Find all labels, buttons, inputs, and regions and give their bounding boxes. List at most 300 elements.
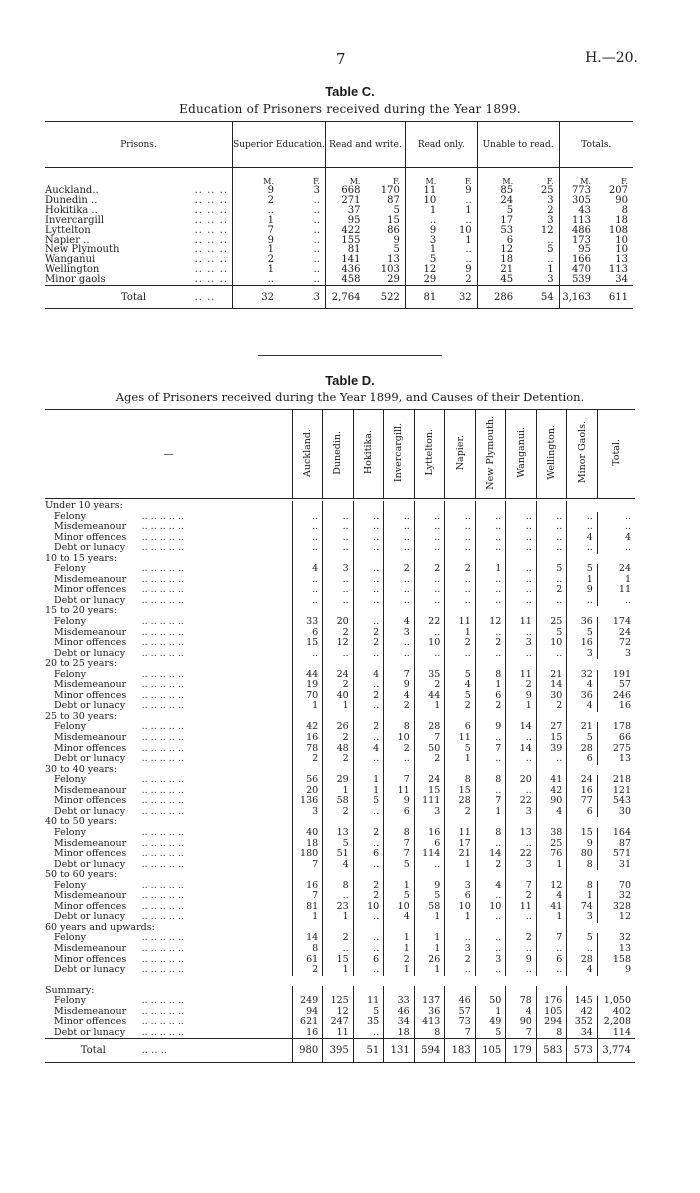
- table-cell: 3: [475, 955, 506, 966]
- leader-dots: .. .. .. .. ..: [141, 795, 184, 807]
- table-cell: 395: [323, 1039, 354, 1063]
- leader-dots: .. .. .. .. ..: [141, 900, 184, 912]
- page-number: 7: [336, 50, 346, 68]
- leader-dots: .. .. .. .. ..: [141, 584, 184, 596]
- table-cell: 76: [536, 849, 567, 860]
- group-heading: 10 to 15 years:: [45, 552, 118, 564]
- table-cell: 6: [384, 807, 415, 818]
- table-cell: ..: [567, 512, 598, 523]
- table-cell: 90: [536, 796, 567, 807]
- table-cell: 54: [518, 286, 559, 309]
- table-cell: 81: [405, 286, 441, 309]
- table-cell: [353, 817, 384, 828]
- table-cell: 9: [233, 186, 279, 196]
- column-header: [292, 410, 323, 499]
- table-cell: ..: [475, 575, 506, 586]
- table-cell: 207: [608, 185, 628, 196]
- table-cell: 87: [387, 194, 400, 206]
- table-cell: ..: [475, 596, 506, 607]
- table-cell: 11: [405, 186, 441, 196]
- table-cell: 11: [384, 786, 415, 797]
- offence-label: Debt or lunacy: [54, 911, 126, 923]
- table-cell: 2: [445, 807, 476, 818]
- f-label: F.: [621, 177, 628, 186]
- table-cell: 2: [353, 828, 384, 839]
- table-cell: ..: [506, 512, 537, 523]
- leader-dots: .. .. .. .. ..: [141, 1016, 184, 1028]
- leader-dots: .. .. ..: [194, 274, 229, 286]
- table-cell: 21: [567, 722, 598, 733]
- f-label: F.: [546, 177, 554, 186]
- table-cell: 7: [292, 860, 323, 871]
- table-cell: ..: [445, 575, 476, 586]
- table-cell: 113: [608, 264, 628, 276]
- table-cell: 246: [597, 691, 635, 702]
- col-read-write: Read and write.: [325, 122, 405, 168]
- table-cell: [475, 554, 506, 565]
- table-cell: 5: [414, 891, 445, 902]
- table-cell: 286: [477, 286, 518, 309]
- table-cell: ..: [353, 701, 384, 712]
- table-cell: [353, 923, 384, 934]
- table-cell: 10: [445, 902, 476, 913]
- table-cell: ..: [536, 754, 567, 765]
- leader-dots: .. .. .. .. ..: [141, 563, 184, 575]
- table-cell: [597, 501, 635, 512]
- table-cell: 42: [292, 722, 323, 733]
- table-cell: ..: [323, 944, 354, 955]
- table-cell: 14: [536, 680, 567, 691]
- f-label: F.: [464, 177, 472, 186]
- table-cell: 179: [506, 1039, 537, 1063]
- table-cell: 8: [323, 881, 354, 892]
- table-cell: ..: [323, 543, 354, 554]
- table-cell: 27: [536, 722, 567, 733]
- table-cell: 1: [405, 206, 441, 216]
- prison-name: New Plymouth: [45, 244, 120, 256]
- table-cell: 2: [353, 691, 384, 702]
- table-cell: 1: [475, 564, 506, 575]
- table-cell: 2: [445, 564, 476, 575]
- column-header-label: Wanganui.: [515, 427, 527, 478]
- table-cell: 7: [506, 1028, 537, 1039]
- offence-label: Debt or lunacy: [54, 647, 126, 659]
- table-cell: [567, 501, 598, 512]
- table-cell: 35: [414, 670, 445, 681]
- table-cell: 436: [325, 265, 365, 275]
- leader-dots: .. ..: [195, 286, 233, 309]
- table-cell: ..: [475, 649, 506, 660]
- table-cell: 413: [414, 1017, 445, 1028]
- table-cell: 78: [292, 744, 323, 755]
- table-cell: ..: [475, 522, 506, 533]
- table-cell: ..: [353, 912, 384, 923]
- table-cell: 113: [559, 216, 596, 226]
- total-label: Total: [45, 1039, 142, 1063]
- table-cell: 24: [567, 775, 598, 786]
- table-cell: 4: [384, 617, 415, 628]
- table-cell: 5: [393, 204, 400, 216]
- table-cell: 108: [608, 224, 628, 236]
- group-heading: 40 to 50 years:: [45, 816, 118, 828]
- table-cell: ..: [414, 585, 445, 596]
- table-cell: 36: [567, 617, 598, 628]
- table-cell: 25: [536, 839, 567, 850]
- table-cell: 28: [414, 722, 445, 733]
- table-cell: [506, 501, 537, 512]
- table-cell: 121: [597, 786, 635, 797]
- table-cell: ..: [414, 543, 445, 554]
- table-cell: 1: [475, 680, 506, 691]
- table-cell: 30: [536, 691, 567, 702]
- table-cell: 1: [292, 912, 323, 923]
- table-cell: 14: [475, 849, 506, 860]
- table-cell: 8: [292, 944, 323, 955]
- leader-dots: .. .. .. .. ..: [141, 805, 184, 817]
- table-cell: 12: [323, 1007, 354, 1018]
- table-cell: 13: [506, 828, 537, 839]
- section-divider: [258, 355, 442, 356]
- table-row: [45, 206, 633, 216]
- table-cell: 125: [323, 996, 354, 1007]
- table-cell: 26: [323, 722, 354, 733]
- table-cell: 26: [414, 955, 445, 966]
- offence-label: Felony: [54, 774, 86, 786]
- table-cell: 13: [387, 254, 400, 266]
- table-cell: 1: [597, 575, 635, 586]
- table-cell: 16: [567, 786, 598, 797]
- table-cell: 20: [323, 617, 354, 628]
- table-cell: 7: [414, 733, 445, 744]
- table-cell: 10: [536, 638, 567, 649]
- table-cell: 24: [597, 628, 635, 639]
- table-cell: ..: [323, 522, 354, 533]
- table-cell: 12: [597, 912, 635, 923]
- table-cell: 6: [292, 628, 323, 639]
- table-cell: 13: [597, 754, 635, 765]
- table-cell: 2: [323, 754, 354, 765]
- table-cell: 28: [445, 796, 476, 807]
- table-cell: 94: [292, 1007, 323, 1018]
- prison-name: Wanganui: [45, 254, 96, 266]
- table-cell: 74: [567, 902, 598, 913]
- table-cell: 11: [597, 585, 635, 596]
- table-cell: 158: [597, 955, 635, 966]
- m-label: M.: [405, 168, 441, 187]
- col-unable-to-read: Unable to read.: [477, 122, 559, 168]
- prison-name: Napier ..: [45, 234, 90, 246]
- table-cell: 86: [387, 224, 400, 236]
- table-cell: 1: [384, 965, 415, 976]
- table-cell: 66: [597, 733, 635, 744]
- table-cell: 32: [597, 933, 635, 944]
- table-row: [45, 775, 635, 786]
- table-cell: ..: [384, 533, 415, 544]
- table-cell: 11: [506, 670, 537, 681]
- table-cell: ..: [506, 786, 537, 797]
- table-c-subtitle: Education of Prisoners received during the Year 1899.: [179, 102, 521, 116]
- table-cell: 16: [292, 1028, 323, 1039]
- table-cell: ..: [313, 244, 320, 256]
- table-cell: ..: [445, 933, 476, 944]
- table-cell: 7: [384, 849, 415, 860]
- table-cell: ..: [506, 596, 537, 607]
- table-cell: 22: [414, 617, 445, 628]
- table-row: [45, 754, 635, 765]
- table-cell: 3: [279, 286, 325, 309]
- table-cell: 594: [414, 1039, 445, 1063]
- table-cell: 50: [414, 744, 445, 755]
- table-cell: 4: [597, 533, 635, 544]
- table-cell: 2: [536, 701, 567, 712]
- table-cell: ..: [506, 564, 537, 575]
- table-cell: 1: [323, 965, 354, 976]
- table-cell: 3: [445, 881, 476, 892]
- table-cell: 36: [414, 1007, 445, 1018]
- table-cell: 9: [405, 226, 441, 236]
- table-cell: ..: [547, 234, 554, 246]
- table-cell: 9: [506, 955, 537, 966]
- leader-dots: .. .. .. .. ..: [141, 689, 184, 701]
- table-cell: 18: [477, 255, 518, 265]
- table-cell: 15: [536, 733, 567, 744]
- leader-dots: .. .. ..: [194, 244, 229, 256]
- table-row: [45, 255, 633, 265]
- table-cell: ..: [414, 649, 445, 660]
- offence-label: Minor offences: [54, 1016, 127, 1028]
- leader-dots: .. .. ..: [194, 224, 229, 236]
- table-cell: 12: [536, 881, 567, 892]
- table-cell: 78: [506, 996, 537, 1007]
- table-cell: 16: [292, 881, 323, 892]
- table-cell: 5: [477, 206, 518, 216]
- table-cell: 11: [353, 996, 384, 1007]
- group-heading: 20 to 25 years:: [45, 658, 118, 670]
- table-cell: [414, 501, 445, 512]
- table-cell: 19: [292, 680, 323, 691]
- table-cell: ..: [536, 522, 567, 533]
- table-cell: 773: [559, 186, 596, 196]
- table-cell: 9: [384, 680, 415, 691]
- table-cell: 15: [292, 638, 323, 649]
- table-cell: ..: [536, 965, 567, 976]
- table-cell: 9: [393, 234, 400, 246]
- table-cell: ..: [292, 585, 323, 596]
- table-cell: [353, 712, 384, 723]
- table-cell: [384, 501, 415, 512]
- table-cell: 40: [292, 828, 323, 839]
- table-cell: 8: [445, 775, 476, 786]
- table-cell: 18: [384, 1028, 415, 1039]
- table-cell: ..: [323, 533, 354, 544]
- offence-label: Debt or lunacy: [54, 805, 126, 817]
- table-cell: 170: [380, 185, 400, 196]
- table-cell: 24: [323, 670, 354, 681]
- leader-dots: .. .. .. .. ..: [141, 784, 184, 796]
- table-cell: 3: [445, 944, 476, 955]
- table-cell: ..: [353, 944, 384, 955]
- table-cell: ..: [414, 512, 445, 523]
- table-cell: 3: [547, 214, 554, 226]
- table-cell: 2: [475, 638, 506, 649]
- table-row: [45, 585, 635, 596]
- col-superior-education: Superior Education.: [233, 122, 326, 168]
- table-row: [45, 965, 635, 976]
- table-row: [45, 649, 635, 660]
- table-cell: 8: [384, 828, 415, 839]
- table-cell: 32: [233, 286, 279, 309]
- column-header: [414, 410, 445, 499]
- table-cell: 105: [536, 1007, 567, 1018]
- table-cell: ..: [506, 543, 537, 554]
- table-cell: ..: [567, 522, 598, 533]
- table-cell: ..: [384, 649, 415, 660]
- table-cell: ..: [292, 575, 323, 586]
- offence-label: Minor offences: [54, 637, 127, 649]
- table-cell: 249: [292, 996, 323, 1007]
- table-cell: 2: [475, 860, 506, 871]
- table-cell: 9: [414, 881, 445, 892]
- table-cell: ..: [384, 596, 415, 607]
- table-cell: 37: [325, 206, 365, 216]
- table-cell: [475, 765, 506, 776]
- table-cell: ..: [506, 585, 537, 596]
- table-cell: 16: [414, 828, 445, 839]
- table-cell: [353, 554, 384, 565]
- table-cell: 2: [323, 628, 354, 639]
- table-cell: 46: [384, 1007, 415, 1018]
- table-cell: 81: [325, 245, 365, 255]
- table-row: [45, 543, 635, 554]
- table-cell: 3: [547, 274, 554, 286]
- table-cell: 141: [325, 255, 365, 265]
- offence-label: Debt or lunacy: [54, 753, 126, 765]
- table-cell: 15: [323, 955, 354, 966]
- table-cell: 3: [313, 185, 320, 196]
- table-cell: 24: [597, 564, 635, 575]
- offence-label: Debt or lunacy: [54, 700, 126, 712]
- table-cell: 5: [445, 670, 476, 681]
- table-cell: 11: [445, 733, 476, 744]
- table-cell: 5: [353, 796, 384, 807]
- table-cell: ..: [567, 543, 598, 554]
- table-cell: 10: [615, 244, 628, 256]
- table-cell: 191: [597, 670, 635, 681]
- table-row: [45, 701, 635, 712]
- offence-label: Felony: [54, 616, 86, 628]
- table-cell: ..: [384, 754, 415, 765]
- group-heading: 15 to 20 years:: [45, 605, 118, 617]
- table-cell: 9: [475, 722, 506, 733]
- table-cell: ..: [313, 224, 320, 236]
- table-cell: [414, 554, 445, 565]
- leader-dots: .. .. .. .. ..: [141, 542, 184, 554]
- offence-label: Debt or lunacy: [54, 542, 126, 554]
- table-row: [45, 849, 635, 860]
- table-cell: ..: [475, 628, 506, 639]
- table-cell: ..: [313, 204, 320, 216]
- prison-name: Wellington: [45, 264, 100, 276]
- table-cell: [475, 870, 506, 881]
- table-cell: 20: [506, 775, 537, 786]
- table-cell: 4: [536, 891, 567, 902]
- column-header: [384, 410, 415, 499]
- table-row: [45, 807, 635, 818]
- column-header: [597, 410, 635, 499]
- table-cell: 4: [536, 807, 567, 818]
- offence-label: Misdemeanour: [54, 732, 127, 744]
- table-cell: 14: [292, 933, 323, 944]
- table-cell: 51: [353, 1039, 384, 1063]
- leader-dots: .. .. .. .. ..: [141, 753, 184, 765]
- table-cell: 114: [414, 849, 445, 860]
- table-cell: 41: [536, 902, 567, 913]
- table-cell: 5: [323, 839, 354, 850]
- table-cell: 24: [477, 196, 518, 206]
- prison-name: Hokitika ..: [45, 204, 98, 216]
- table-cell: ..: [536, 533, 567, 544]
- table-cell: 2: [353, 881, 384, 892]
- column-header-label: Napier.: [454, 434, 466, 471]
- table-cell: 4: [323, 860, 354, 871]
- table-cell: ..: [547, 254, 554, 266]
- table-cell: 1: [405, 245, 441, 255]
- table-cell: 3: [323, 564, 354, 575]
- table-row: [45, 828, 635, 839]
- table-cell: 8: [567, 881, 598, 892]
- table-cell: 14: [506, 744, 537, 755]
- table-cell: 4: [353, 670, 384, 681]
- column-header-label: Lyttelton.: [423, 429, 435, 476]
- table-cell: 11: [323, 1028, 354, 1039]
- column-header: [506, 410, 537, 499]
- table-cell: 70: [597, 881, 635, 892]
- table-cell: 34: [384, 1017, 415, 1028]
- table-cell: ..: [384, 512, 415, 523]
- table-cell: ..: [475, 512, 506, 523]
- table-cell: 2: [384, 744, 415, 755]
- page-header: [0, 50, 700, 70]
- table-cell: 13: [615, 254, 628, 266]
- table-cell: 23: [323, 902, 354, 913]
- table-cell: ..: [475, 944, 506, 955]
- table-row: [45, 944, 635, 955]
- table-cell: 42: [567, 1007, 598, 1018]
- table-cell: 8: [475, 670, 506, 681]
- table-cell: 10: [384, 902, 415, 913]
- table-cell: 402: [597, 1007, 635, 1018]
- table-cell: ..: [475, 585, 506, 596]
- stub-header: —: [45, 410, 292, 499]
- table-cell: 1: [465, 234, 472, 246]
- table-cell: 305: [559, 196, 596, 206]
- table-cell: 12: [323, 638, 354, 649]
- table-cell: 38: [536, 828, 567, 839]
- table-cell: 25: [536, 617, 567, 628]
- table-cell: ..: [353, 965, 384, 976]
- table-cell: ..: [475, 912, 506, 923]
- table-cell: 1: [547, 264, 554, 276]
- table-row: [45, 744, 635, 755]
- table-cell: 4: [353, 744, 384, 755]
- table-cell: 1: [445, 860, 476, 871]
- table-cell: ..: [353, 617, 384, 628]
- leader-dots: .. .. ..: [194, 185, 229, 196]
- table-cell: ..: [475, 839, 506, 850]
- table-cell: 7: [292, 891, 323, 902]
- table-cell: 1: [353, 786, 384, 797]
- leader-dots: .. .. .. .. ..: [141, 531, 184, 543]
